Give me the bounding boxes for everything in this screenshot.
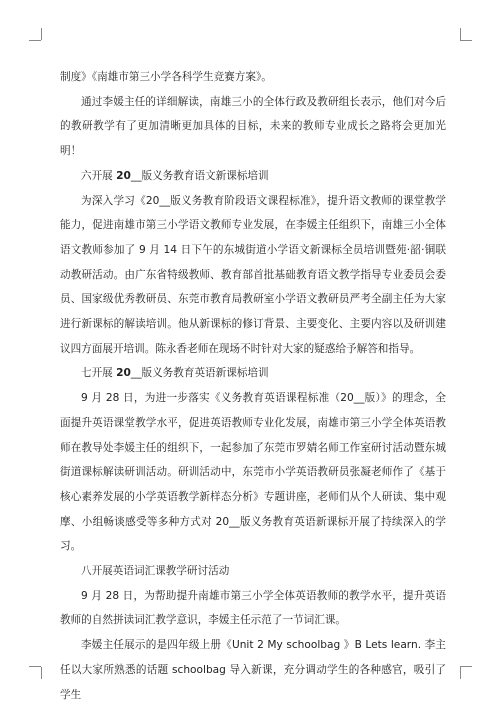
paragraph: 通过李媛主任的详细解读，南雄三小的全体行政及教研组长表示，他们对今后的教研教学有了更加清晰更加具体的目标，未来的教师专业成长之路将会更加光明！: [60, 95, 446, 158]
heading-year: 20: [116, 169, 131, 182]
section-heading-6: [60, 164, 446, 189]
heading-prefix: 七开展: [81, 367, 117, 380]
heading-suffix: __版义务教育英语新课标培训: [130, 367, 269, 380]
paragraph: 9 月 28 日，为帮助提升南雄市第三小学全体英语教师的教学水平，提升英语教师的自然拼读词汇教学意识，李媛主任示范了一节词汇课。: [60, 589, 446, 627]
paragraph: 制度》《南雄市第三小学各科学生竞赛方案》。: [60, 71, 272, 83]
section-heading-7: [60, 361, 446, 386]
paragraph: 李媛主任展示的是四年级上册《Unit 2 My schoolbag 》B Lets learn. 李主任以大家所熟悉的话题 schoolbag 导入新课，充分调动学生的各种感官，吸引了学生: [60, 639, 446, 701]
paragraph: 9 月 28 日，为进一步落实《义务教育英语课程标准（20__版）》的理念，全面提升英语课堂教学水平，促进英语教师专业化发展，南雄市第三小学全体英语教师在教导处李媛主任的组织下，一起参加了东莞市罗婧名师工作室研讨活动暨东城街道课标解读研训活动。研训活动中，东莞市小学英语教研员张凝老师作了《基于核心素养发展的小学英语教学新样态分析》专题讲座，老师们从个人研读、集中观摩、小组畅谈感受等多种方式对 20__版义务教育英语新课标开展了持续深入的学习。: [60, 392, 446, 553]
heading-prefix: 八开展英语词汇课教学研讨活动: [81, 565, 230, 578]
paragraph: 为深入学习《20__版义务教育阶段语文课程标准》，提升语文教师的课堂教学能力，促进南雄市第三小学语文教师专业发展，在李媛主任组织下，南雄三小全体语文教师参加了 9 月 14 日下午的东城街道小学语文新课标全员培训暨苑·韶·铜联动教研活动。由广东省特级教师、教育部首批基础教育语文教学指导专业委员会委员、国家级优秀教研员、东莞市教育局教研室小学语文教研员严考全副主任为大家进行新课标的解读培训。他从新课标的修订背景、主要变化、主要内容以及研训建议四方面展开培训。陈永香老师在现场不时针对大家的疑惑给予解答和指导。: [60, 194, 446, 355]
heading-year: 20: [116, 367, 131, 380]
heading-suffix: __版义务教育语文新课标培训: [130, 169, 269, 182]
heading-prefix: 六开展: [81, 169, 117, 182]
document-body: [60, 65, 446, 707]
section-heading-8: [60, 559, 446, 584]
